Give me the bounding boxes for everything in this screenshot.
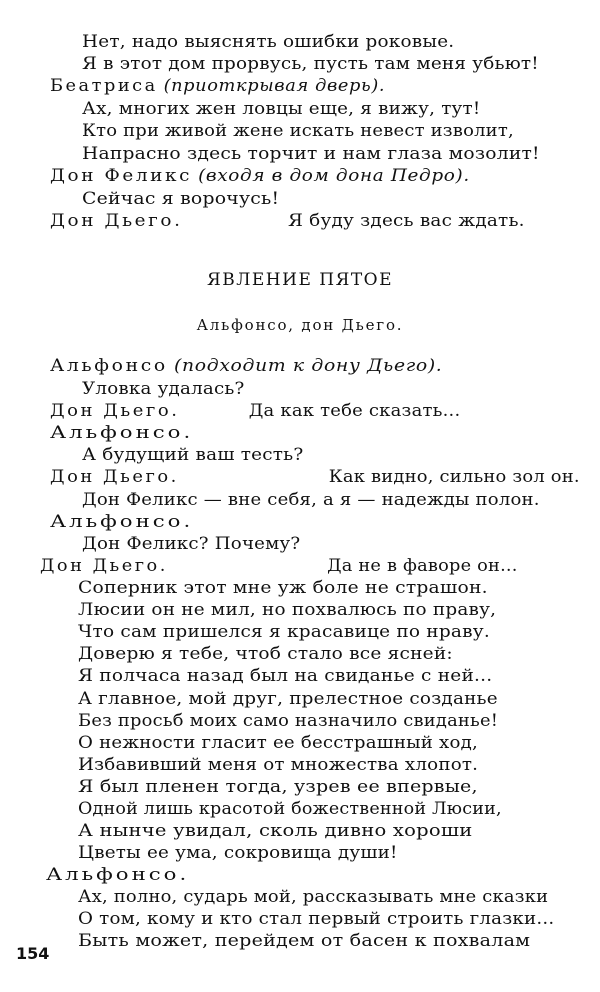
verse-text: Да как тебе сказать... (248, 401, 461, 421)
stage-direction: (подходит к дону Дьего). (174, 356, 443, 376)
text-line (78, 599, 496, 621)
verse-text: Что сам пришелся я красавице по нраву. (78, 622, 490, 642)
verse-text: А нынче увидал, сколь дивно хороши (78, 821, 473, 841)
verse-text: Я в этот дом прорвусь, пусть там меня убьют! (82, 54, 539, 74)
text-line (78, 930, 530, 952)
verse-text: Без просьб моих само назначило свиданье! (78, 711, 499, 731)
verse-text: Цветы ее ума, сокровища души! (78, 843, 398, 863)
verse-text: Нет, надо выяснять ошибки роковые. (82, 32, 455, 52)
verse-text: Быть может, перейдем от басен к похвалам (78, 931, 531, 951)
text-line (50, 355, 442, 377)
text-line (78, 577, 488, 599)
verse-text: Ах, многих жен ловцы еще, я вижу, тут! (82, 99, 481, 119)
verse-text: Избавивший меня от множества хлопот. (78, 755, 479, 775)
verse-text: Доверю я тебе, чтоб стало все ясней: (78, 644, 453, 664)
text-line (78, 842, 398, 864)
text-line (78, 776, 478, 798)
text-line (78, 665, 492, 687)
speaker-name: Дон Феликс (50, 166, 193, 186)
speaker-name: Альфонсо (50, 356, 168, 376)
text-line (50, 400, 461, 422)
text-line (78, 820, 473, 842)
text-line (82, 378, 245, 400)
text-line (50, 165, 470, 187)
verse-text: Напрасно здесь торчит и нам глаза мозолит! (82, 144, 540, 164)
scene-heading: ЯВЛЕНИЕ ПЯТОЕ (206, 270, 394, 290)
text-line (78, 643, 453, 665)
verse-text: Кто при живой жене искать невест изволит, (82, 121, 514, 141)
verse-text: Как видно, сильно зол он. (328, 467, 580, 487)
verse-text: Уловка удалась? (82, 379, 245, 399)
text-line (78, 908, 554, 930)
text-line (82, 53, 539, 75)
speaker-name: Альфонсо. (46, 865, 190, 885)
verse-text: Дон Феликс? Почему? (82, 534, 301, 554)
text-line (78, 621, 490, 643)
verse-text: О нежности гласит ее бесстрашный ход, (78, 733, 479, 753)
text-line (50, 466, 580, 488)
page-number: 154 (16, 944, 50, 963)
speaker-name: Альфонсо. (50, 423, 194, 443)
text-line (82, 444, 304, 466)
text-line (50, 422, 193, 444)
stage-direction: (входя в дом дона Педро). (198, 166, 470, 186)
text-line (82, 31, 454, 53)
verse-text: Да не в фаворе он... (327, 556, 518, 576)
text-line (78, 754, 478, 776)
speaker-name: Беатриса (50, 76, 158, 96)
text-line (78, 886, 548, 908)
text-line (82, 143, 540, 165)
speaker-name: Альфонсо. (50, 512, 194, 532)
verse-text: Дон Феликс — вне себя, а я — надежды полон. (82, 490, 540, 510)
verse-text: Одной лишь красотой божественной Люсии, (78, 799, 502, 819)
text-line (50, 210, 525, 232)
verse-text: О том, кому и кто стал первый строить глазки... (78, 909, 555, 929)
text-line (78, 798, 502, 820)
text-line (40, 555, 518, 577)
verse-text: Я был пленен тогда, узрев ее впервые, (78, 777, 478, 797)
verse-text: Я полчаса назад был на свиданье с ней... (78, 666, 493, 686)
stage-direction: (приоткрывая дверь). (163, 76, 386, 96)
text-line (82, 98, 480, 120)
speaker-name: Дон Дьего. (50, 401, 180, 421)
verse-text: Соперник этот мне уж боле не страшон. (78, 578, 488, 598)
text-line (82, 489, 540, 511)
text-line (78, 732, 478, 754)
verse-text: А будущий ваш тесть? (82, 445, 304, 465)
text-line (46, 864, 189, 886)
text-line (82, 120, 514, 142)
text-line (82, 188, 279, 210)
text-line (78, 710, 498, 732)
verse-text: Люсии он не мил, но похвалюсь по праву, (78, 600, 497, 620)
scene-cast: Альфонсо, дон Дьего. (196, 316, 404, 334)
verse-text: Сейчас я ворочусь! (82, 189, 280, 209)
speaker-name: Дон Дьего. (50, 467, 179, 487)
text-line (50, 75, 385, 97)
verse-text: А главное, мой друг, прелестное созданье (78, 689, 498, 709)
text-line (78, 688, 498, 710)
speaker-name: Дон Дьего. (40, 556, 168, 576)
verse-text: Ах, полно, сударь мой, рассказывать мне сказки (78, 887, 549, 907)
text-line (50, 511, 193, 533)
verse-text: Я буду здесь вас ждать. (288, 211, 525, 231)
text-line (82, 533, 300, 555)
speaker-name: Дон Дьего. (50, 211, 183, 231)
